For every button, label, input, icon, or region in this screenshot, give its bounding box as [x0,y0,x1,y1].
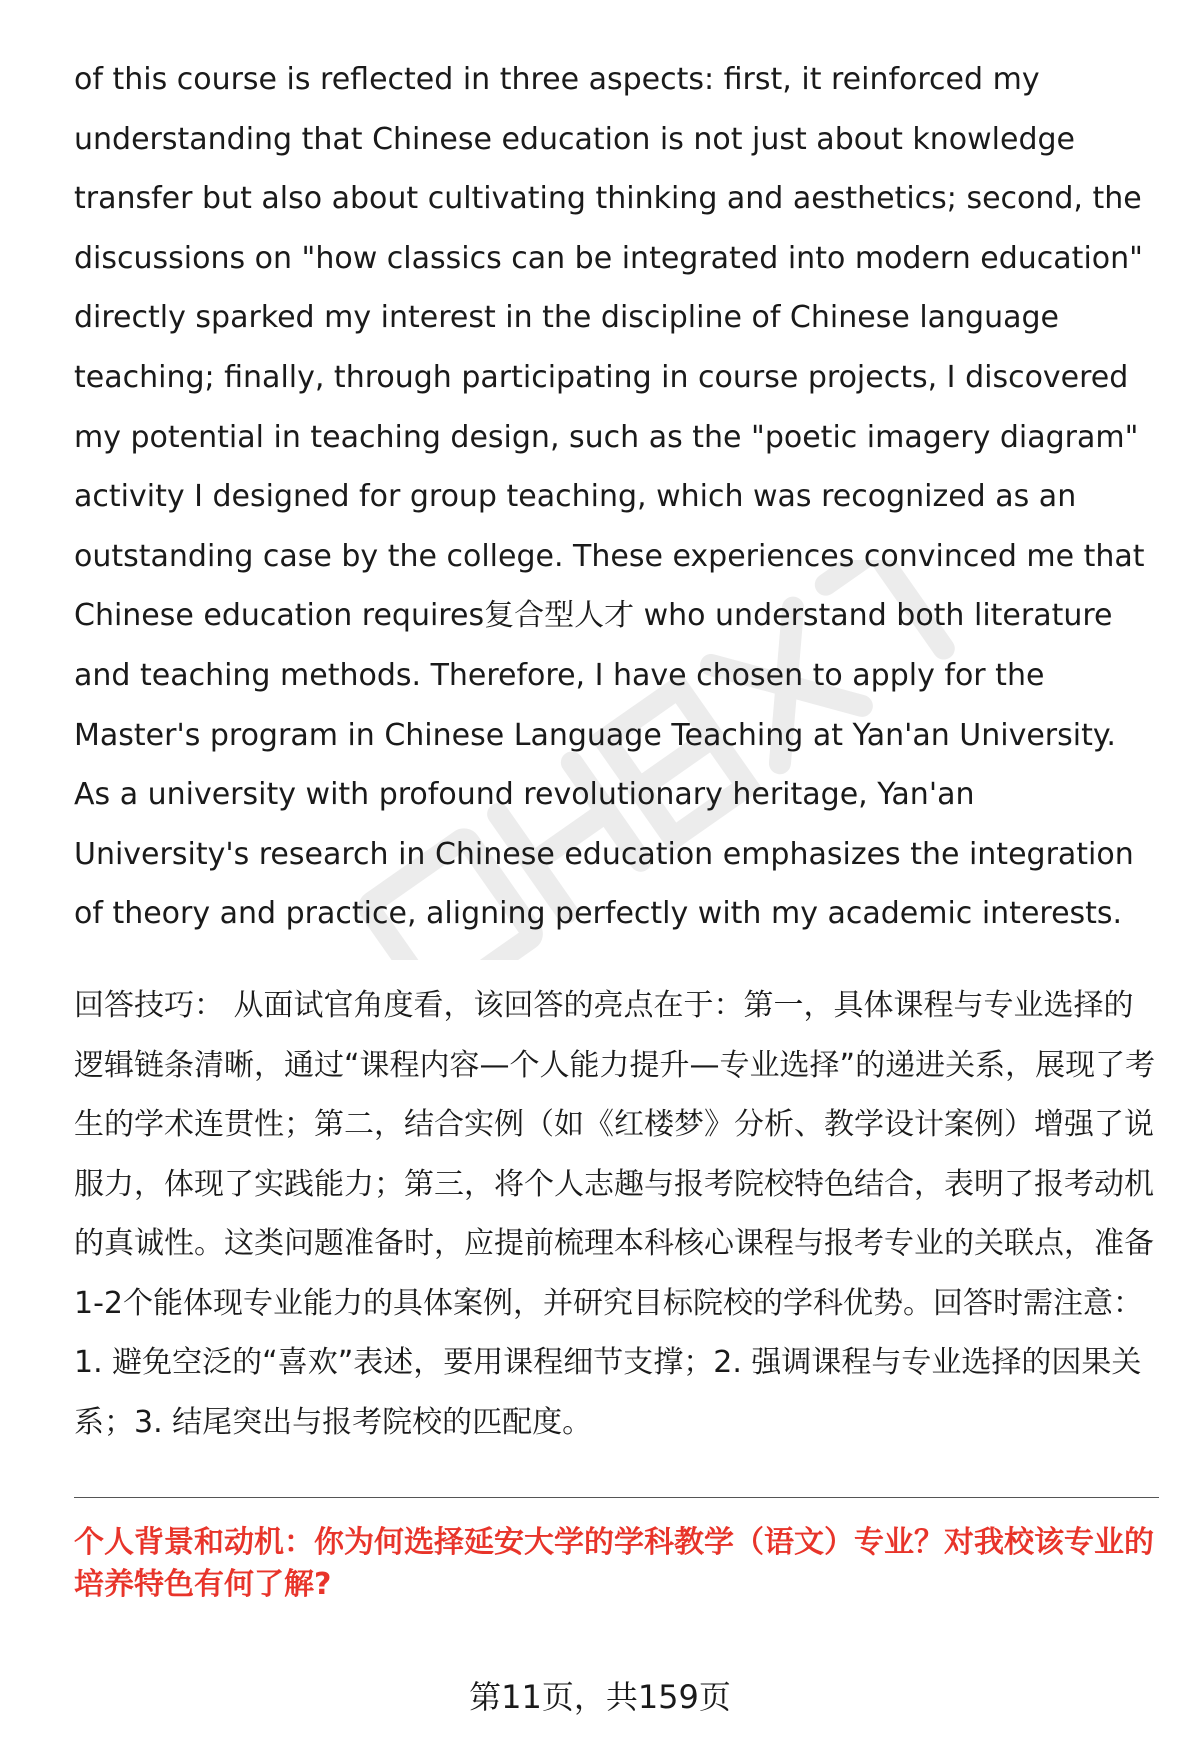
document-page [74,50,1159,1606]
section-divider [74,1497,1159,1498]
next-question-heading: 个人背景和动机：你为何选择延安大学的学科教学（语文）专业？对我校该专业的培养特色有何了解? [74,1524,1154,1602]
answer-tip-paragraph: 回答技巧： 从面试官角度看，该回答的亮点在于：第一，具体课程与专业选择的逻辑链条清晰，通过“课程内容—个人能力提升—专业选择”的递进关系，展现了考生的学术连贯性；第二，结合实例（如《红楼梦》分析、教学设计案例）增强了说服力，体现了实践能力；第三，将个人志趣与报考院校特色结合，表明了报考动机的真诚性。这类问题准备时，应提前梳理本科核心课程与报考专业的关联点，准备1-2个能体现专业能力的具体案例，并研究目标院校的学科优势。回答时需注意：1. 避免空泛的“喜欢”表述，要用课程细节支撑；2. 强调课程与专业选择的因果关系；3. 结尾突出与报考院校的匹配度。 [74,987,1156,1441]
answer-paragraph: of this course is reflected in three aspects: first, it reinforced my understanding that Chinese education is not just about knowledge transfer but also about cultivating thinking and aesthetics; second, the discussions on "how classics can be integrated into modern education" directly sparked my interest in the discipline of Chinese language teaching; finally, through participating in course projects, I discovered my potential in teaching design, such as the "poetic imagery diagram" activity I designed for group teaching, which was recognized as an outstanding case by the college. These experiences convinced me that Chinese education requires复合型人才 who understand both literature and teaching methods. Therefore, I have chosen to apply for the Master's program in Chinese Language Teaching at Yan'an University. As a university with profound revolutionary heritage, Yan'an University's research in Chinese education emphasizes the integration of theory and practice, aligning perfectly with my academic interests. [74,62,1145,932]
page-number: 第11页，共159页 [469,1678,731,1716]
